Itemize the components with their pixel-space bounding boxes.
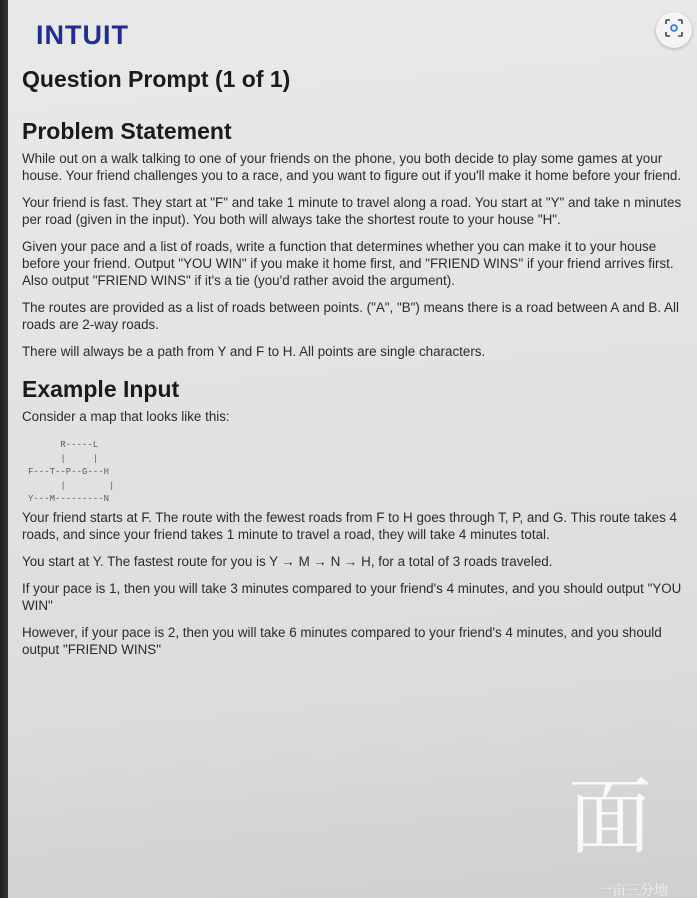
example-intro: Consider a map that looks like this: [22,409,230,424]
map-line: Y---M---------N [28,494,110,504]
problem-paragraph: Your friend is fast. They start at "F" and take 1 minute to travel along a road. You start at "Y" and take n minutes per road (given in the input). You both will always take the shortest route to your house "H". [22,195,682,227]
map-line: | | [28,480,115,491]
example-paragraph: However, if your pace is 2, then you will take 6 minutes compared to your friend's 4 minutes, and you should output "FRIEND WINS" [22,624,662,657]
intuit-logo: INTUIT [36,20,129,50]
problem-paragraph: There will always be a path from Y and F to H. All points are single characters. [22,344,486,359]
map-line: | | [28,453,99,464]
lens-scan-button[interactable] [656,12,692,48]
problem-content [22,112,690,668]
watermark-logo: 面 [568,768,653,866]
map-line: R-----L [28,440,99,450]
watermark-text: 一亩三分地 [598,883,668,898]
example-paragraph: Your friend starts at F. The route with the fewest roads from F to H goes through T, P, and G. This route takes 4 roads, and since your friend takes 1 minute to travel a road, they will take 4 minutes total. [22,509,677,542]
map-line: F---T--P--G---H [28,467,110,477]
example-paragraph: If your pace is 1, then you will take 3 minutes compared to your friend's 4 minutes, and you should output "YOU WIN" [22,580,682,613]
example-input-heading: Example Input [22,376,180,402]
question-page [8,0,697,898]
problem-statement-heading: Problem Statement [22,118,232,144]
problem-paragraph: The routes are provided as a list of roads between points. ("A", "B") means there is a road between A and B. All roads are 2-way roads. [22,300,679,332]
problem-paragraph: While out on a walk talking to one of your friends on the phone, you both decide to play some games at your house. Your friend challenges you to a race, and you want to figure out if you'll make it home before your friend. [22,151,682,183]
example-paragraph: You start at Y. The fastest route for you is Y → M → N → H, for a total of 3 roads traveled. [22,553,553,569]
question-title: Question Prompt (1 of 1) [22,66,291,92]
road-map-diagram [28,439,690,507]
problem-paragraph: Given your pace and a list of roads, write a function that determines whether you can make it to your house before your friend. Output "YOU WIN" if you make it home first, and "FRIEND WINS" if your friend arrives first. Also output "FRIEND WINS" if it's a tie (you'd rather avoid the argument). [22,239,674,288]
scan-icon [665,19,683,42]
